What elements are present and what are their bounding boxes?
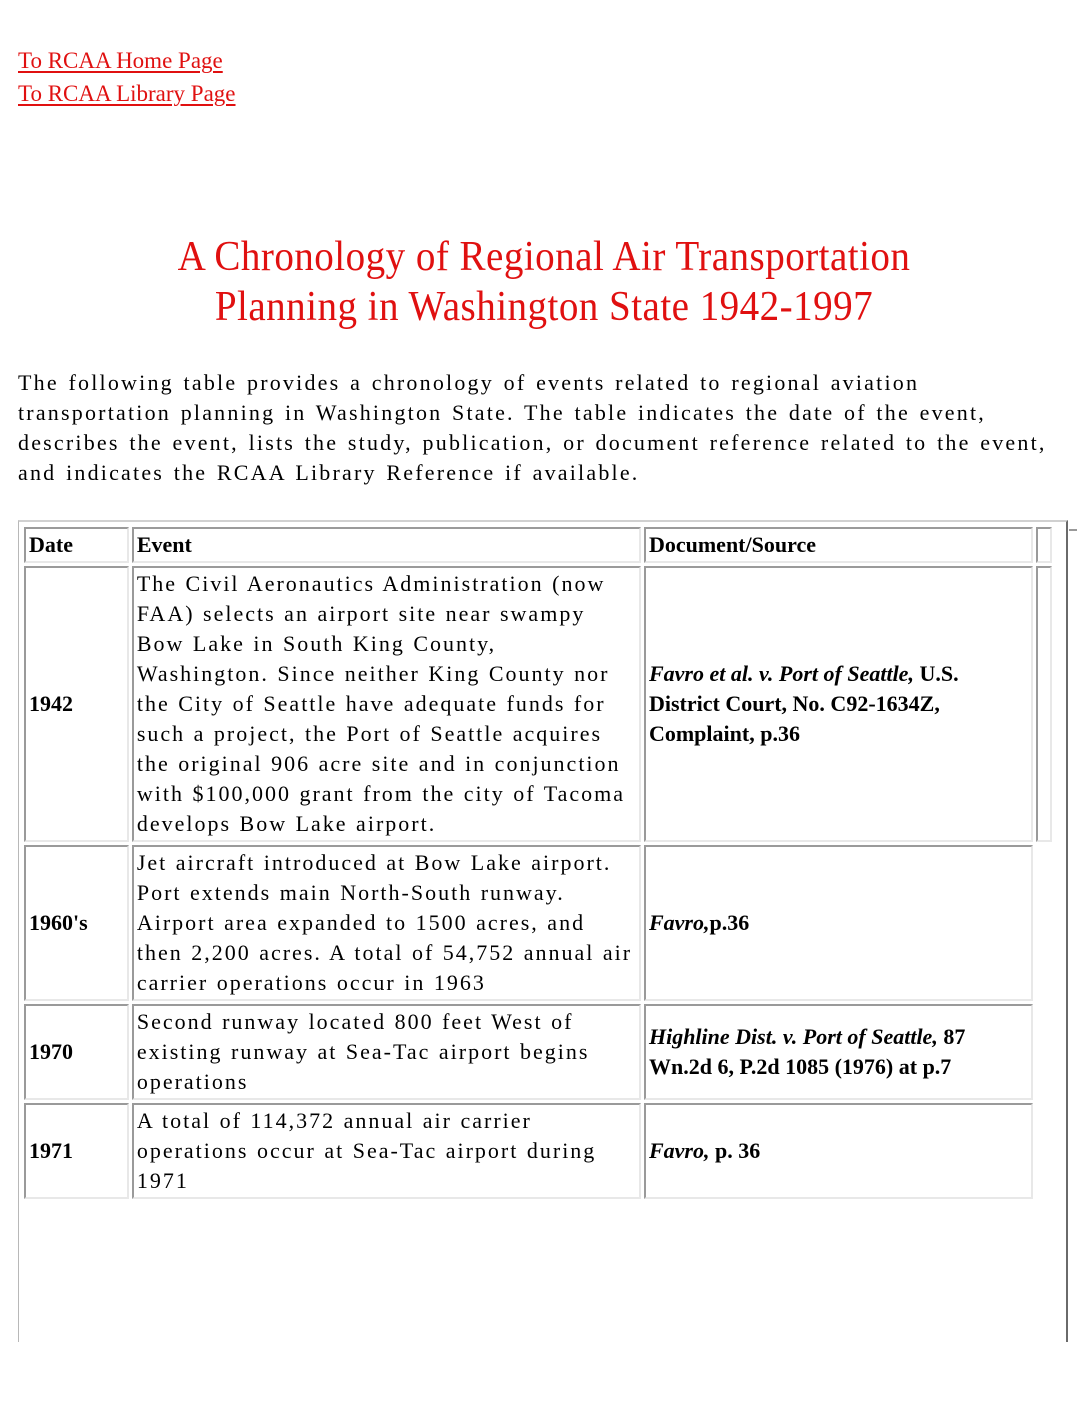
- document-source-cell: [644, 1004, 1033, 1100]
- page-title-line-1: A Chronology of Regional Air Transportation: [177, 234, 911, 280]
- header-extra-column: [1036, 527, 1052, 563]
- document-source-text: 87 Wn.2d 6, P.2d 1085 (1976) at p.7: [648, 1024, 966, 1079]
- document-source-italic: Favro,: [648, 910, 710, 935]
- date-cell: 1942: [24, 566, 129, 842]
- document-source-text: p.36: [709, 910, 750, 935]
- document-source-text: U.S. District Court, No. C92-1634Z, Complaint, p.36: [648, 661, 959, 746]
- nav-links: [18, 44, 236, 110]
- document-source-italic: Favro et al. v. Port of Seattle,: [648, 661, 914, 686]
- table-row: [24, 1004, 1052, 1100]
- document-source-cell: [644, 566, 1033, 842]
- event-cell: A total of 114,372 annual air carrier operations occur at Sea-Tac airport during 1971: [132, 1103, 641, 1199]
- table-row: [24, 845, 1052, 1001]
- extra-cell: [1036, 566, 1052, 842]
- chronology-table: [21, 524, 1055, 1202]
- document-source-cell: [644, 845, 1033, 1001]
- intro-paragraph: The following table provides a chronology of events related to regional aviation transportation planning in Washington State. The table indicates the date of the event, describes the event, lists the study, publication, or document reference related to the event, and indicates the RCAA Library Reference if available.: [18, 370, 1047, 485]
- table-corner-tick: [1069, 529, 1077, 531]
- date-cell: 1960's: [24, 845, 129, 1001]
- page-title: [38, 232, 1050, 332]
- event-cell: Jet aircraft introduced at Bow Lake airport. Port extends main North-South runway. Airport area expanded to 1500 acres, and then 2,200 acres. A total of 54,752 annual air carrier operations occur in 1963: [132, 845, 641, 1001]
- date-cell: 1971: [24, 1103, 129, 1199]
- chronology-table-frame: [18, 520, 1068, 1342]
- library-page-link[interactable]: To RCAA Library Page: [18, 81, 236, 106]
- extra-cell: [1036, 1103, 1052, 1199]
- extra-cell: [1036, 1004, 1052, 1100]
- document-source-italic: Highline Dist. v. Port of Seattle,: [648, 1024, 938, 1049]
- date-cell: 1970: [24, 1004, 129, 1100]
- document-source-cell: [644, 1103, 1033, 1199]
- table-row: [24, 1103, 1052, 1199]
- home-page-link[interactable]: To RCAA Home Page: [18, 48, 223, 73]
- document-source-italic: Favro,: [648, 1138, 710, 1163]
- header-date: Date: [24, 527, 129, 563]
- document-source-text: p. 36: [709, 1138, 761, 1163]
- page-title-line-2: Planning in Washington State 1942-1997: [214, 284, 874, 330]
- table-row: [24, 566, 1052, 842]
- event-cell: The Civil Aeronautics Administration (now FAA) selects an airport site near swampy Bow Lake in South King County, Washington. Since neither King County nor the City of Seattle have adequate funds for such a project, the Port of Seattle acquires the original 906 acre site and in conjunction with $100,000 grant from the city of Tacoma develops Bow Lake airport.: [132, 566, 641, 842]
- table-header-row: [24, 527, 1052, 563]
- extra-cell: [1036, 845, 1052, 1001]
- event-cell: Second runway located 800 feet West of existing runway at Sea-Tac airport begins operations: [132, 1004, 641, 1100]
- header-event: Event: [132, 527, 641, 563]
- header-document-source: Document/Source: [644, 527, 1033, 563]
